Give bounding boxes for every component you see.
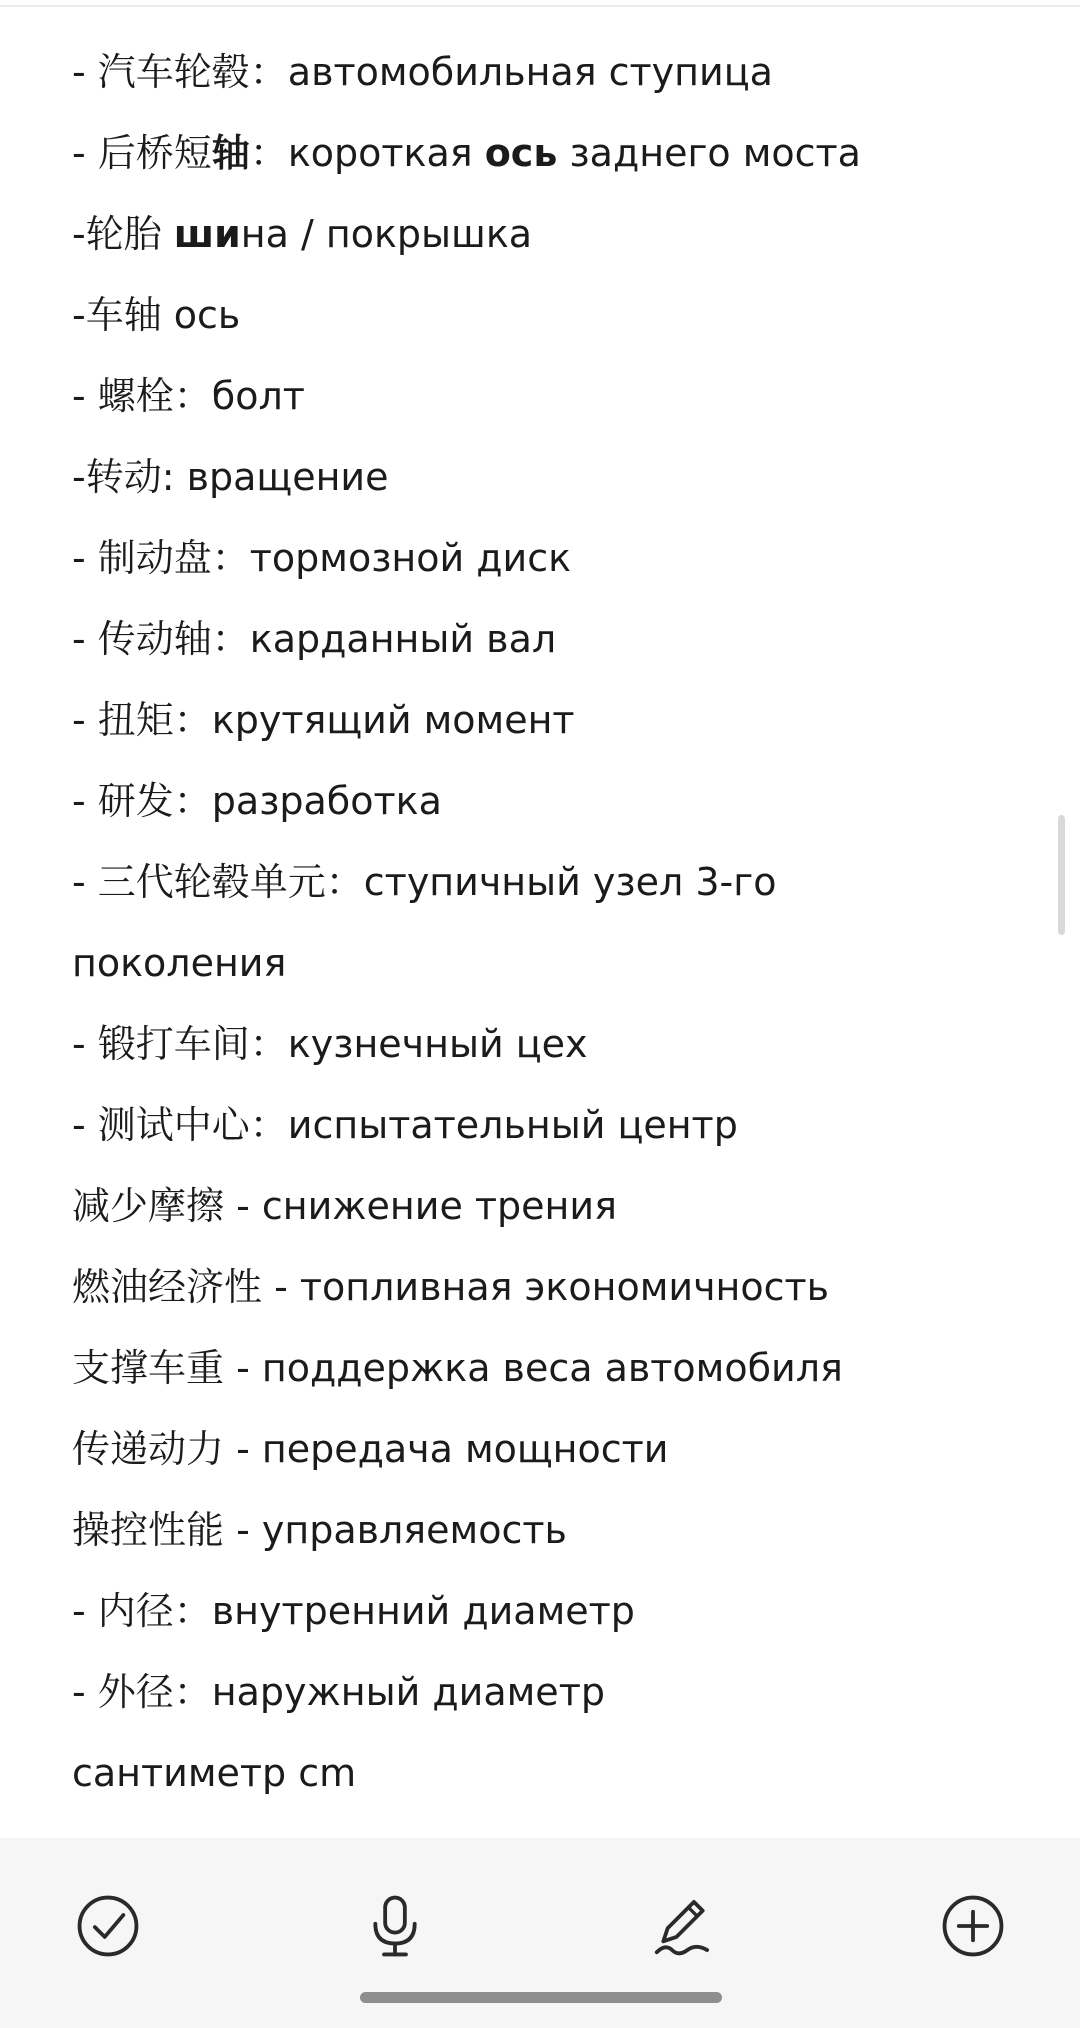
note-line: - 扭矩：крутящий момент [72,698,575,742]
check-circle-icon [73,1891,143,1961]
note-line-text: - 后桥短轴：короткая ось заднего моста [72,131,861,175]
note-line: - 螺栓：болт [72,374,305,418]
checklist-button[interactable] [60,1878,156,1974]
note-line: - 外径：наружный диаметр [72,1670,605,1714]
note-line: -转动: вращение [72,455,389,499]
note-line: -车轴 ось [72,293,241,337]
plus-circle-icon [938,1891,1008,1961]
note-line: - 锻打车间：кузнечный цех [72,1022,588,1066]
voice-input-button[interactable] [347,1878,443,1974]
microphone-icon [360,1891,430,1961]
handwriting-button[interactable] [635,1878,731,1974]
note-line: 燃油经济性 - топливная экономичность [72,1265,830,1309]
note-line: - 传动轴：карданный вал [72,617,557,661]
home-indicator[interactable] [360,1992,722,2003]
add-button[interactable] [925,1878,1021,1974]
pen-icon [648,1891,718,1961]
note-line: - 汽车轮毂：автомобильная ступица [72,50,773,94]
note-line: - 制动盘：тормозной диск [72,536,572,580]
note-line: поколения [72,941,287,985]
note-line: - 测试中心：испытательный центр [72,1103,738,1147]
note-line: 操控性能 - управляемость [72,1508,567,1552]
note-line: сантиметр cm [72,1751,357,1795]
note-line [72,113,861,194]
note-line-text: -轮胎 шина / покрышка [72,212,533,256]
note-line [72,194,532,275]
note-line: 传递动力 - передача мощности [72,1427,669,1471]
note-line: 减少摩擦 - снижение трения [72,1184,617,1228]
top-divider [0,5,1080,7]
note-line: 支撑车重 - поддержка веса автомобиля [72,1346,843,1390]
note-line: - 研发：разработка [72,779,442,823]
scrollbar-thumb[interactable] [1058,815,1065,935]
note-line: - 内径：внутренний диаметр [72,1589,635,1633]
note-line: - 三代轮毂单元：ступичный узел 3-го [72,860,777,904]
